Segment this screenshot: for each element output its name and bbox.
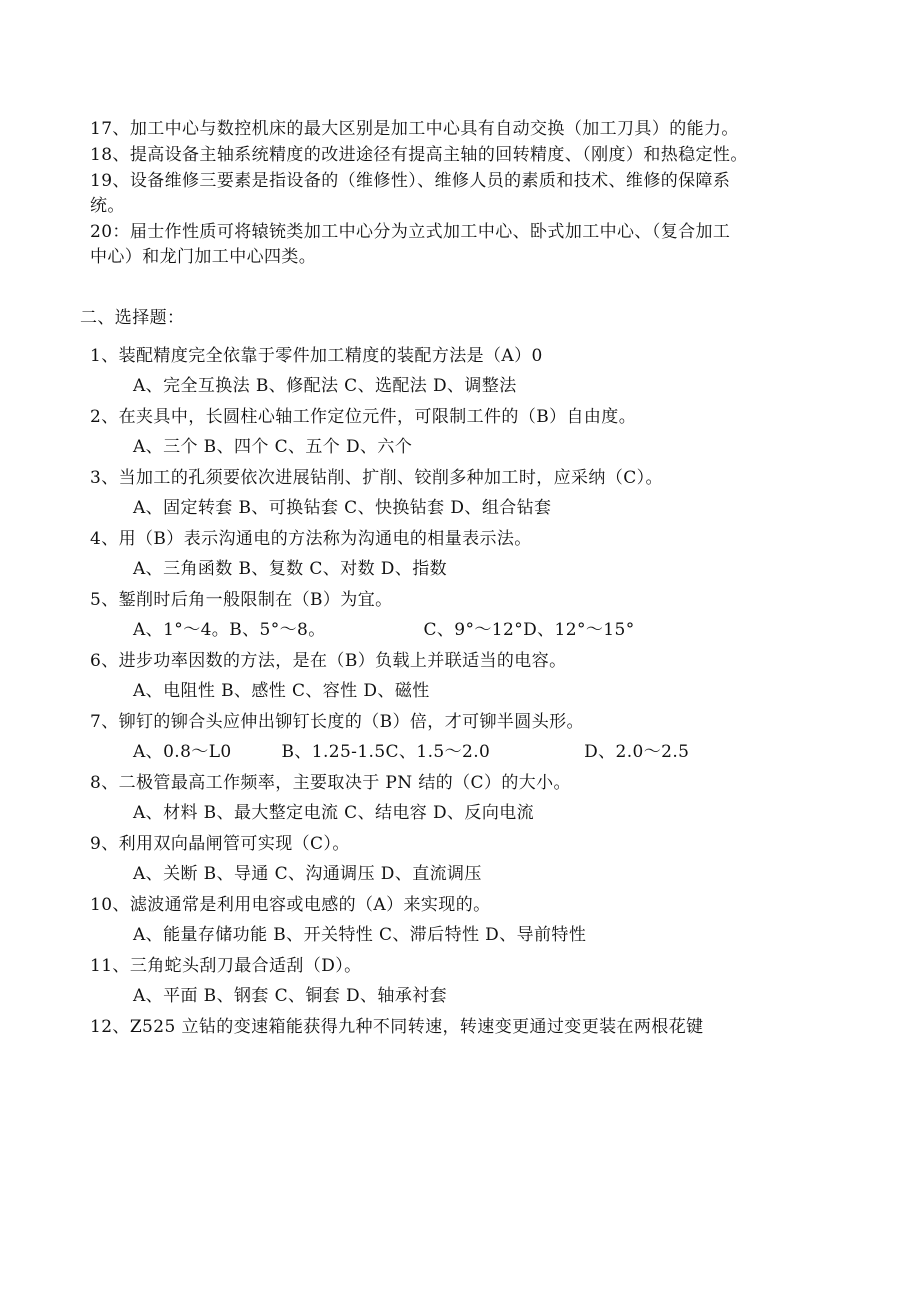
choice-question-10: 10、滤波通常是利用电容或电感的（A）来实现的。 bbox=[90, 895, 491, 915]
choice-options-7-part-b: B、1.25-1.5C、1.5～2.0 bbox=[281, 742, 491, 762]
fill-question-20-continued: 中心）和龙门加工中心四类。 bbox=[90, 247, 317, 267]
choice-question-2: 2、在夹具中，长圆柱心轴工作定位元件，可限制工件的（B）自由度。 bbox=[90, 407, 637, 427]
choice-options-7-part-d: D、2.0～2.5 bbox=[584, 742, 690, 762]
fill-question-20: 20：届士作性质可将辕铳类加工中心分为立式加工中心、卧式加工中心、（复合加工 bbox=[90, 222, 731, 242]
fill-question-18: 18、提高设备主轴系统精度的改进途径有提高主轴的回转精度、（刚度）和热稳定性。 bbox=[90, 145, 748, 165]
choice-options-5-part-a: A、1°～4。B、5°～8。 bbox=[133, 620, 326, 640]
choice-options-5-part-c: C、9°～12°D、12°～15° bbox=[423, 620, 635, 640]
choice-options-7 bbox=[133, 739, 689, 765]
choice-options-8: A、材料 B、最大整定电流 C、结电容 D、反向电流 bbox=[133, 803, 535, 823]
choice-question-1: 1、装配精度完全依靠于零件加工精度的装配方法是（A）0 bbox=[90, 346, 543, 366]
choice-options-2: A、三个 B、四个 C、五个 D、六个 bbox=[133, 437, 413, 457]
choice-question-11: 11、三角蛇头刮刀最合适刮（D）。 bbox=[90, 956, 362, 976]
choice-options-9: A、关断 B、导通 C、沟通调压 D、直流调压 bbox=[133, 864, 482, 884]
choice-options-6: A、电阻性 B、感性 C、容性 D、磁性 bbox=[133, 681, 430, 701]
choice-question-12: 12、Z525 立钻的变速箱能获得九种不同转速，转速变更通过变更装在两根花键 bbox=[90, 1017, 704, 1037]
choice-options-7-part-a: A、0.8～L0 bbox=[133, 742, 232, 762]
choice-options-5 bbox=[133, 617, 635, 643]
choice-options-10: A、能量存储功能 B、开关特性 C、滞后特性 D、导前特性 bbox=[133, 925, 587, 945]
choice-question-6: 6、进步功率因数的方法，是在（B）负载上并联适当的电容。 bbox=[90, 651, 567, 671]
fill-question-19-continued: 统。 bbox=[90, 196, 125, 216]
fill-question-17: 17、加工中心与数控机床的最大区别是加工中心具有自动交换（加工刀具）的能力。 bbox=[90, 119, 739, 139]
choice-question-4: 4、用（B）表示沟通电的方法称为沟通电的相量表示法。 bbox=[90, 529, 532, 549]
choice-question-8: 8、二极管最高工作频率，主要取决于 PN 结的（C）的大小。 bbox=[90, 773, 571, 793]
fill-question-19: 19、设备维修三要素是指设备的（维修性）、维修人员的素质和技术、维修的保障系 bbox=[90, 171, 731, 191]
section-title: 二、选择题： bbox=[80, 308, 185, 328]
choice-question-5: 5、錾削时后角一般限制在（B）为宜。 bbox=[90, 590, 393, 610]
choice-question-7: 7、铆钉的铆合头应伸出铆钉长度的（B）倍，才可铆半圆头形。 bbox=[90, 712, 584, 732]
choice-options-1: A、完全互换法 B、修配法 C、选配法 D、调整法 bbox=[133, 376, 517, 396]
choice-question-9: 9、利用双向晶闸管可实现（C）。 bbox=[90, 834, 350, 854]
choice-options-3: A、固定转套 B、可换钻套 C、快换钻套 D、组合钻套 bbox=[133, 498, 552, 518]
choice-options-4: A、三角函数 B、复数 C、对数 D、指数 bbox=[133, 559, 448, 579]
choice-options-11: A、平面 B、钢套 C、铜套 D、轴承衬套 bbox=[133, 986, 448, 1006]
choice-question-3: 3、当加工的孔须要依次进展钻削、扩削、铰削多种加工时，应采纳（C）。 bbox=[90, 468, 663, 488]
